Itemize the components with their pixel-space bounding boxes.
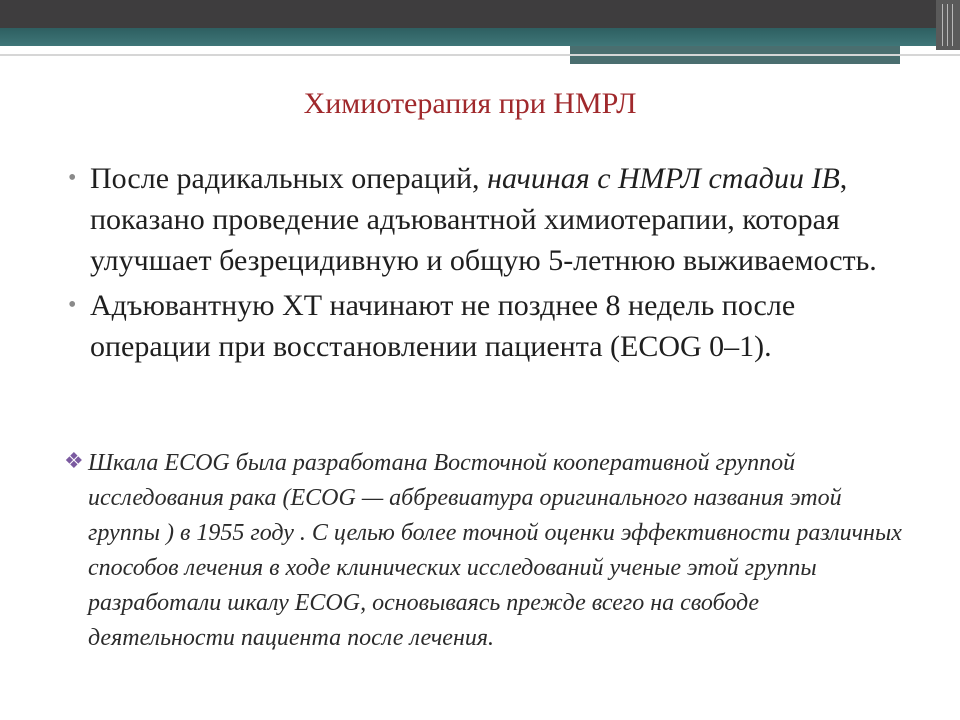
diamond-bullet-icon: ❖	[64, 448, 84, 473]
bullet-text-italic: начиная с НМРЛ стадии IB	[487, 162, 840, 195]
bullet-dot-icon: •	[68, 292, 77, 318]
ecog-note	[64, 446, 904, 656]
header-corner-decoration	[936, 0, 960, 50]
header-dark-band	[0, 0, 960, 28]
slide-title: Химиотерапия при НМРЛ	[303, 87, 637, 120]
corner-line	[952, 4, 953, 46]
bullet-dot-icon: •	[68, 165, 77, 191]
header-divider	[0, 54, 960, 56]
corner-line	[942, 4, 943, 46]
bullet-text: Адъювантную ХТ начинают не позднее 8 недель после операции при восстановлении пациента (ECOG 0–1).	[90, 289, 796, 363]
corner-line	[947, 4, 948, 46]
note-text: Шкала ECOG была разработана Восточной кооперативной группой исследования рака (ECOG — аббревиатура оригинального названия этой группы ) в 1955 году . С целью более точной оценки эффективности различных способов лечения в ходе клинических исследований ученые этой группы разработали шкалу ECOG, основываясь прежде всего на свободе деятельности пациента после лечения.	[88, 450, 902, 651]
bullet-item	[66, 285, 886, 367]
bullet-list	[66, 158, 886, 371]
bullet-item	[66, 158, 886, 281]
header-teal-band	[0, 28, 960, 46]
bullet-text-part: После радикальных операций,	[90, 162, 488, 195]
bullet-text-part: , показано проведение адъювантной химиотерапии, которая улучшает безрецидивную и общую 5-летнюю выживаемость.	[90, 162, 877, 277]
